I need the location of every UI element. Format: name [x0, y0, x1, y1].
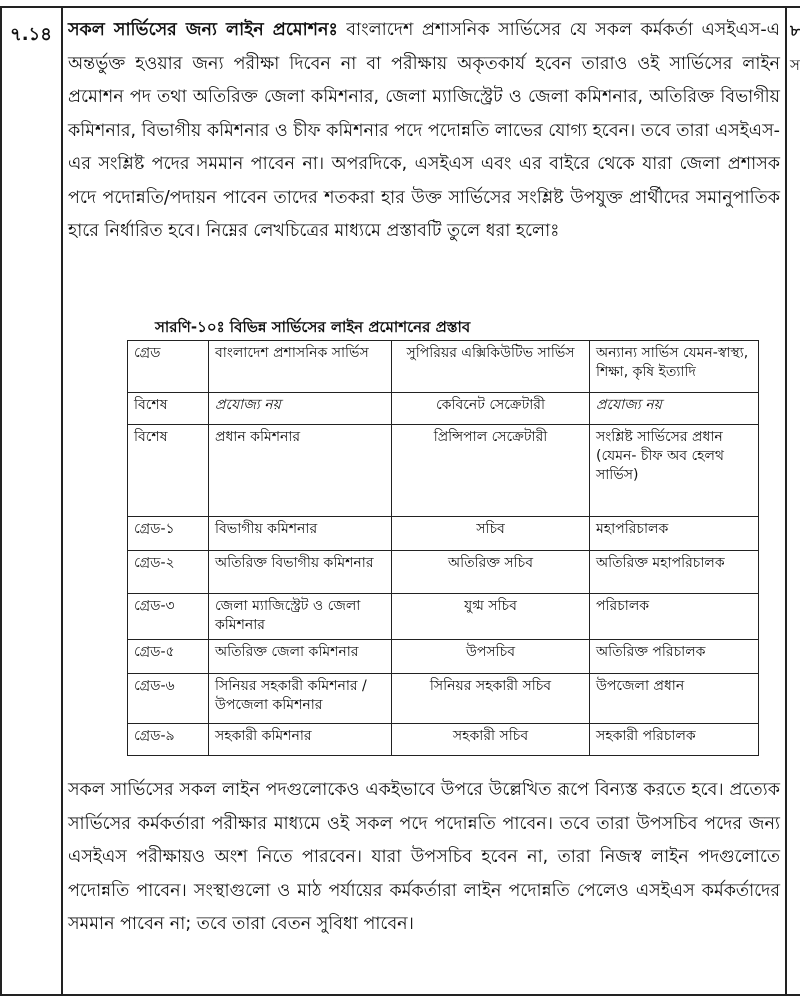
header-superior-service: সুপিরিয়র এক্সিকিউটিভ সার্ভিস	[392, 341, 590, 393]
column-divider	[61, 6, 63, 996]
cell-superior: প্রিন্সিপাল সেক্রেটারী	[392, 425, 590, 517]
table-row	[128, 393, 759, 425]
cell-superior: সিনিয়র সহকারী সচিব	[392, 674, 590, 724]
top-rule	[0, 6, 800, 8]
cell-grade: বিশেষ	[128, 393, 209, 425]
table-row	[128, 517, 759, 551]
cell-grade: গ্রেড-৬	[128, 674, 209, 724]
cell-grade: গ্রেড-৩	[128, 594, 209, 640]
section-number: ৭.১৪	[10, 24, 52, 45]
cell-admin: অতিরিক্ত জেলা কমিশনার	[209, 640, 392, 674]
cell-admin: প্রধান কমিশনার	[209, 425, 392, 517]
closing-section	[68, 774, 780, 942]
section-heading: সকল সার্ভিসের জন্য লাইন প্রমোশনঃ	[68, 20, 338, 40]
cell-grade: গ্রেড-১	[128, 517, 209, 551]
table-row	[128, 425, 759, 517]
left-border	[0, 6, 2, 996]
next-column-char: ৮	[790, 21, 800, 40]
table-row	[128, 594, 759, 640]
intro-paragraph	[68, 14, 780, 249]
header-admin-service: বাংলাদেশ প্রশাসনিক সার্ভিস	[209, 341, 392, 393]
table-header-row	[128, 341, 759, 393]
closing-paragraph: সকল সার্ভিসের সকল লাইন পদগুলোকেও একইভাবে উপরে উল্লেখিত রূপে বিন্যস্ত করতে হবে। প্রত্যেক সার্ভিসের কর্মকর্তারা পরীক্ষার মাধ্যমে ওই সকল পদে পদোন্নতি পাবেন। তবে তারা উপসচিব পদের জন্য এসইএস পরীক্ষায়ও অংশ নিতে পারবেন। যারা উপসচিব হবেন না, তারা নিজস্ব লাইন পদগুলোতে পদোন্নতি পাবেন। সংস্থাগুলো ও মাঠ পর্যায়ের কর্মকর্তারা লাইন পদোন্নতি পেলেও এসইএস কর্মকর্তাদের সমমান পাবেন না; তবে তারা বেতন সুবিধা পাবেন।	[68, 780, 780, 934]
cell-superior: কেবিনেট সেক্রেটারী	[392, 393, 590, 425]
cell-admin: জেলা ম্যাজিস্ট্রেট ও জেলা কমিশনার	[209, 594, 392, 640]
cell-admin: সহকারী কমিশনার	[209, 724, 392, 756]
cell-admin: সিনিয়র সহকারী কমিশনার /উপজেলা কমিশনার	[209, 674, 392, 724]
cell-other: পরিচালক	[590, 594, 759, 640]
cell-grade: গ্রেড-৫	[128, 640, 209, 674]
cell-superior: সহকারী সচিব	[392, 724, 590, 756]
table-row	[128, 551, 759, 594]
cell-other: মহাপরিচালক	[590, 517, 759, 551]
cell-superior: উপসচিব	[392, 640, 590, 674]
cell-other: সংশ্লিষ্ট সার্ভিসের প্রধান (যেমন- চীফ অব হেলথ সার্ভিস)	[590, 425, 759, 517]
cell-other: প্রযোজ্য নয়	[590, 393, 759, 425]
next-column-char-2: স	[790, 56, 800, 74]
bottom-rule	[0, 994, 800, 996]
cell-grade: গ্রেড-৯	[128, 724, 209, 756]
cell-other: অতিরিক্ত মহাপরিচালক	[590, 551, 759, 594]
cell-other: অতিরিক্ত পরিচালক	[590, 640, 759, 674]
header-grade: গ্রেড	[128, 341, 209, 393]
header-other-services: অন্যান্য সার্ভিস যেমন-স্বাস্থ্য, শিক্ষা, কৃষি ইত্যাদি	[590, 341, 759, 393]
promotion-table	[127, 340, 759, 756]
right-border	[785, 6, 787, 996]
table-row	[128, 640, 759, 674]
table-caption: সারণি-১০ঃ বিভিন্ন সার্ভিসের লাইন প্রমোশনের প্রস্তাব	[155, 318, 471, 336]
cell-grade: গ্রেড-২	[128, 551, 209, 594]
cell-admin: প্রযোজ্য নয়	[209, 393, 392, 425]
cell-admin: বিভাগীয় কমিশনার	[209, 517, 392, 551]
table-row	[128, 674, 759, 724]
cell-grade: বিশেষ	[128, 425, 209, 517]
cell-admin: অতিরিক্ত বিভাগীয় কমিশনার	[209, 551, 392, 594]
cell-superior: যুগ্ম সচিব	[392, 594, 590, 640]
table-row	[128, 724, 759, 756]
intro-text: বাংলাদেশ প্রশাসনিক সার্ভিসের যে সকল কর্মকর্তা এসইএস-এ অন্তর্ভুক্ত হওয়ার জন্য পরীক্ষা দিবেন না বা পরীক্ষায় অকৃতকার্য হবেন তারাও ওই সার্ভিসের লাইন প্রমোশন পদ তথা অতিরিক্ত জেলা কমিশনার, জেলা ম্যাজিস্ট্রেট ও জেলা কমিশনার, অতিরিক্ত বিভাগীয় কমিশনার, বিভাগীয় কমিশনার ও চীফ কমিশনার পদে পদোন্নতি লাভের যোগ্য হবেন। তবে তারা এসইএস-এর সংশ্লিষ্ট পদের সমমান পাবেন না। অপরদিকে, এসইএস এবং এর বাইরে থেকে যারা জেলা প্রশাসক পদে পদোন্নতি/পদায়ন পাবেন তাদের শতকরা হার উক্ত সার্ভিসের সংশ্লিষ্ট উপযুক্ত প্রার্থীদের সমানুপাতিক হারে নির্ধারিত হবে। নিম্নের লেখচিত্রের মাধ্যমে প্রস্তাবটি তুলে ধরা হলোঃ	[68, 20, 780, 241]
cell-superior: অতিরিক্ত সচিব	[392, 551, 590, 594]
cell-superior: সচিব	[392, 517, 590, 551]
section-body	[68, 14, 780, 249]
cell-other: উপজেলা প্রধান	[590, 674, 759, 724]
cell-other: সহকারী পরিচালক	[590, 724, 759, 756]
